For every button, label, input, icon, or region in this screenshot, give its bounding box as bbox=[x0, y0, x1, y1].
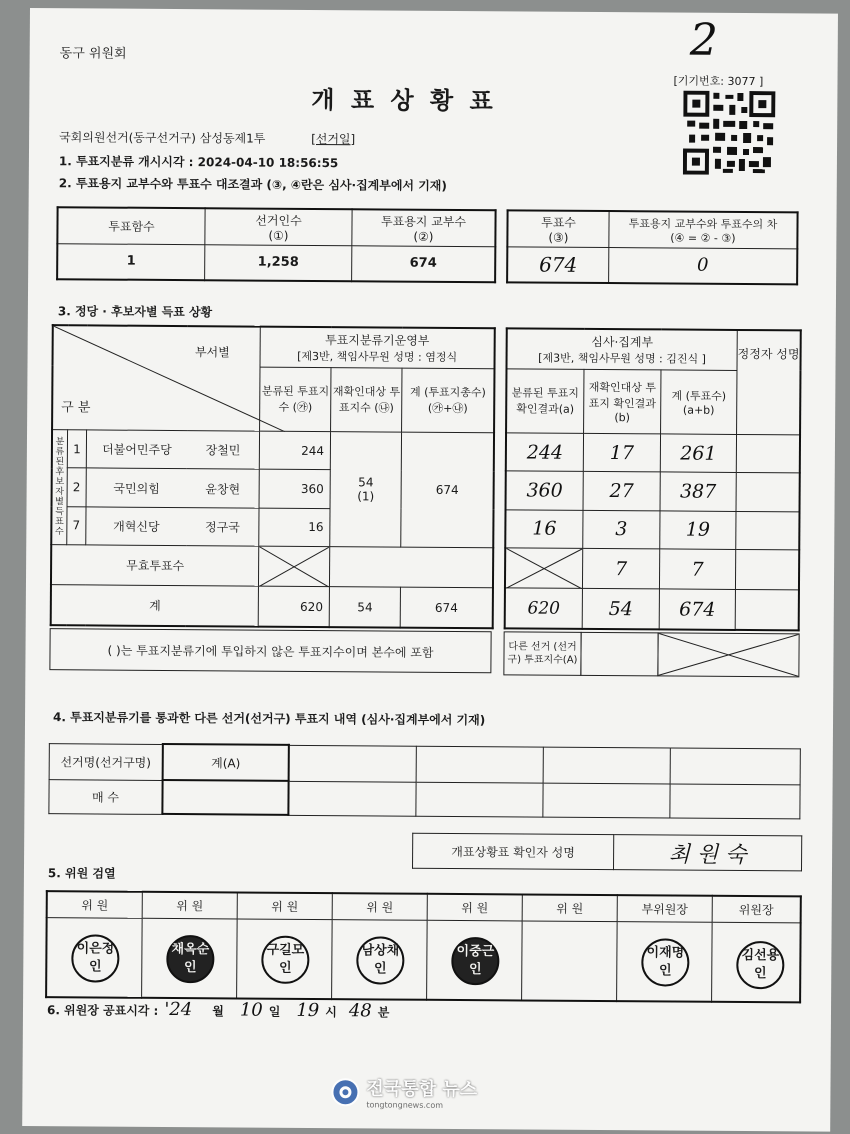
total-corrector bbox=[735, 590, 799, 631]
committee-seal-2 bbox=[142, 918, 238, 999]
row3-recheck-check: 3 bbox=[583, 510, 660, 549]
col-recheck: 재확인대상 투표지수 (㉯) bbox=[331, 367, 402, 432]
total-label: 계 bbox=[51, 585, 259, 627]
confirmer-signature: 최 원 숙 bbox=[613, 835, 801, 871]
committee-seal-6-empty bbox=[522, 920, 618, 1001]
committee-seal-1 bbox=[46, 917, 142, 998]
committee-header-2: 위 원 bbox=[142, 892, 237, 919]
section5-title: 5. 위원 검열 bbox=[47, 866, 116, 881]
total-a-count bbox=[162, 780, 288, 815]
section2-title: 2. 투표용지 교부수와 투표수 대조결과 (③, ④란은 심사·집계부에서 기재) bbox=[58, 176, 447, 193]
row1-candidate: 장철민 bbox=[187, 431, 260, 470]
total-recheck-check: 54 bbox=[582, 589, 659, 630]
row1-corrector bbox=[736, 435, 800, 474]
election-col-3 bbox=[543, 747, 670, 784]
election-name: 국회의원선거(동구선거구) 삼성동제1투 bbox=[59, 130, 266, 146]
announce-minute: 48 bbox=[348, 1000, 372, 1022]
election-name-label: 선거명(선거구명) bbox=[49, 743, 163, 780]
row2-candidate: 윤창현 bbox=[187, 469, 260, 508]
globe-logo-icon bbox=[330, 1077, 360, 1107]
announce-time-row bbox=[47, 998, 390, 1028]
committee-table bbox=[45, 890, 802, 1003]
committee-header-5: 위 원 bbox=[427, 894, 522, 921]
total-classified: 620 bbox=[258, 586, 329, 627]
total-vote-total: 674 bbox=[659, 589, 735, 630]
day-label: 일 bbox=[268, 1004, 281, 1019]
announce-day: 10 bbox=[239, 999, 263, 1021]
committee-header-3: 위 원 bbox=[237, 892, 332, 919]
confirmer-label: 개표상황표 확인자 성명 bbox=[413, 833, 614, 869]
col-vote-total: 계 (투표수) (a+b) bbox=[661, 370, 737, 435]
election-col-2 bbox=[416, 746, 543, 783]
row3-party: 개혁신당 bbox=[86, 507, 187, 546]
seal-stamp: 이중근인 bbox=[451, 936, 499, 984]
row1-vote-total: 261 bbox=[660, 434, 736, 473]
header-issued: 투표용지 교부수 (②) bbox=[352, 209, 496, 246]
header-box-count: 투표함수 bbox=[57, 207, 205, 244]
invalid-corrector bbox=[735, 549, 799, 590]
invalid-empty bbox=[330, 547, 494, 588]
count-label: 매 수 bbox=[49, 779, 163, 814]
row2-classified-check: 360 bbox=[506, 471, 584, 510]
qr-code-icon bbox=[683, 91, 776, 176]
row2-vote-total: 387 bbox=[660, 472, 736, 511]
invalid-vote-total: 7 bbox=[659, 549, 735, 590]
op-dept-header: 투표지분류기운영부 [제3반, 책임사무원 성명 : 염정식 bbox=[260, 327, 495, 369]
total-classified-check: 620 bbox=[505, 588, 583, 629]
col-classified-check: 분류된 투표지 확인결과(a) bbox=[506, 369, 584, 434]
value-voters: 1,258 bbox=[205, 244, 352, 281]
committee-seal-3 bbox=[237, 918, 333, 999]
row3-candidate: 정구국 bbox=[186, 507, 259, 546]
committee-seal-4 bbox=[332, 919, 428, 1000]
col-recheck-check: 재확인대상 투표지 확인결과(b) bbox=[584, 369, 661, 434]
total-recheck: 54 bbox=[329, 587, 400, 628]
count-col-2 bbox=[416, 782, 543, 817]
value-issued: 674 bbox=[352, 245, 496, 282]
other-election-row bbox=[503, 631, 799, 677]
row2-no: 2 bbox=[67, 468, 86, 506]
hour-label: 시 bbox=[325, 1005, 337, 1020]
merged-recheck: 54 (1) bbox=[330, 432, 402, 547]
minute-label: 분 bbox=[377, 1005, 390, 1020]
row3-no: 7 bbox=[67, 506, 86, 544]
header-voters: 선거인수 (①) bbox=[205, 208, 352, 245]
committee-header-4: 위 원 bbox=[332, 893, 427, 920]
invalid-recheck-check: 7 bbox=[582, 548, 659, 589]
seal-stamp: 남상채인 bbox=[356, 936, 404, 984]
watermark-text: 전국통합 뉴스 bbox=[366, 1078, 478, 1101]
invalid-x-cell bbox=[259, 546, 330, 587]
diagonal-line bbox=[53, 326, 286, 432]
committee-header-6: 위 원 bbox=[522, 894, 617, 921]
row1-classified-check: 244 bbox=[506, 433, 584, 472]
invalid-votes-label: 무효투표수 bbox=[51, 545, 259, 587]
ballot-issue-table bbox=[56, 206, 497, 283]
cross-mark-icon bbox=[259, 547, 329, 587]
header-diff: 투표용지 교부수와 투표수의 차 (④ = ② - ③) bbox=[609, 211, 798, 248]
row1-no: 1 bbox=[67, 430, 86, 468]
seal-stamp: 채옥순인 bbox=[166, 934, 214, 982]
side-label: 분류된 후보자별 득표수 bbox=[51, 430, 67, 545]
election-col-1 bbox=[289, 745, 417, 782]
page-title: 개 표 상 황 표 bbox=[311, 85, 497, 116]
row1-classified: 244 bbox=[259, 431, 330, 470]
audit-tally-table bbox=[504, 327, 802, 631]
seal-stamp: 이재명인 bbox=[641, 938, 689, 986]
seal-stamp: 김선용인 bbox=[736, 940, 784, 988]
dept-diagonal-header bbox=[52, 325, 260, 431]
row3-classified: 16 bbox=[259, 508, 330, 547]
committee-seal-5 bbox=[427, 920, 523, 1001]
row2-party: 국민의힘 bbox=[86, 468, 187, 507]
col-classified: 분류된 투표지수 (㉮) bbox=[260, 367, 331, 432]
device-number: [기기번호: 3077 ] bbox=[673, 74, 764, 89]
col-total: 계 (투표지총수) (㉮+㉯) bbox=[402, 368, 495, 433]
section1-start-time: 1. 투표지분류 개시시각 : 2024-04-10 18:56:55 bbox=[58, 154, 339, 171]
total-a-label: 계(A) bbox=[163, 744, 289, 781]
news-watermark bbox=[330, 1074, 477, 1110]
page-number: 2 bbox=[689, 14, 718, 66]
row1-recheck-check: 17 bbox=[583, 434, 660, 473]
dept-label: 부서별 bbox=[194, 345, 230, 360]
total-sum: 674 bbox=[400, 587, 493, 628]
count-col-4 bbox=[670, 783, 800, 818]
other-election-value bbox=[580, 632, 658, 677]
other-election-label: 다른 선거 (선거구) 투표지수(A) bbox=[503, 631, 581, 676]
row1-party: 더불어민주당 bbox=[86, 430, 187, 469]
other-election-table bbox=[48, 742, 800, 819]
announce-year: '24 bbox=[164, 998, 193, 1021]
watermark-sub: tongtongnews.com bbox=[366, 1100, 444, 1110]
section4-title: 4. 투표지분류기를 통과한 다른 선거(선거구) 투표지 내역 (심사·집계부에서 기재) bbox=[53, 710, 486, 728]
gubun-label: 구 분 bbox=[61, 400, 91, 416]
value-votes-handwritten: 674 bbox=[507, 246, 609, 283]
row2-recheck-check: 27 bbox=[583, 472, 660, 511]
row2-corrector bbox=[736, 473, 800, 512]
header-votes: 투표수 (③) bbox=[507, 210, 609, 247]
invalid-x-cell-audit bbox=[505, 548, 583, 589]
announce-time-label: 6. 위원장 공표시각 : bbox=[46, 1003, 159, 1018]
value-box-count: 1 bbox=[57, 243, 205, 280]
committee-header-vice-chair: 부위원장 bbox=[617, 895, 712, 922]
committee-header-1: 위 원 bbox=[47, 891, 143, 918]
announce-hour: 19 bbox=[296, 999, 320, 1022]
note-box: ( )는 투표지분류기에 투입하지 않은 투표지수이며 본수에 포함 bbox=[49, 628, 491, 673]
election-day-tag: [선거일] bbox=[311, 131, 356, 147]
other-election-x-cell bbox=[657, 632, 799, 677]
cross-mark-icon bbox=[506, 548, 582, 589]
section3-title: 3. 정당 · 후보자별 득표 상황 bbox=[57, 304, 213, 320]
audit-dept-header: 심사·집계부 [제3반, 책임사무원 성명 : 김진식 ] bbox=[506, 328, 737, 370]
confirmer-table bbox=[412, 833, 802, 872]
row2-classified: 360 bbox=[259, 470, 330, 509]
document-page bbox=[22, 8, 838, 1132]
cross-mark-icon bbox=[658, 633, 798, 676]
party-tally-table bbox=[50, 324, 496, 629]
seal-stamp: 이은정인 bbox=[71, 934, 119, 982]
value-diff-handwritten: 0 bbox=[609, 247, 798, 284]
corrector-header: 정정자 성명 bbox=[737, 330, 801, 435]
committee-seal-chair bbox=[712, 922, 801, 1003]
row3-vote-total: 19 bbox=[660, 511, 736, 550]
month-label: 월 bbox=[212, 1004, 224, 1019]
committee-seal-vice-chair bbox=[617, 921, 713, 1002]
seal-stamp: 구길모인 bbox=[261, 935, 309, 983]
committee-header-chair: 위원장 bbox=[712, 896, 801, 923]
org-name: 동구 위원회 bbox=[59, 46, 127, 62]
row3-classified-check: 16 bbox=[505, 510, 583, 549]
election-col-4 bbox=[670, 747, 800, 784]
count-col-3 bbox=[543, 783, 670, 818]
row3-corrector bbox=[736, 511, 800, 550]
merged-total: 674 bbox=[401, 432, 494, 547]
vote-count-table bbox=[506, 209, 799, 285]
count-col-1 bbox=[288, 781, 416, 816]
